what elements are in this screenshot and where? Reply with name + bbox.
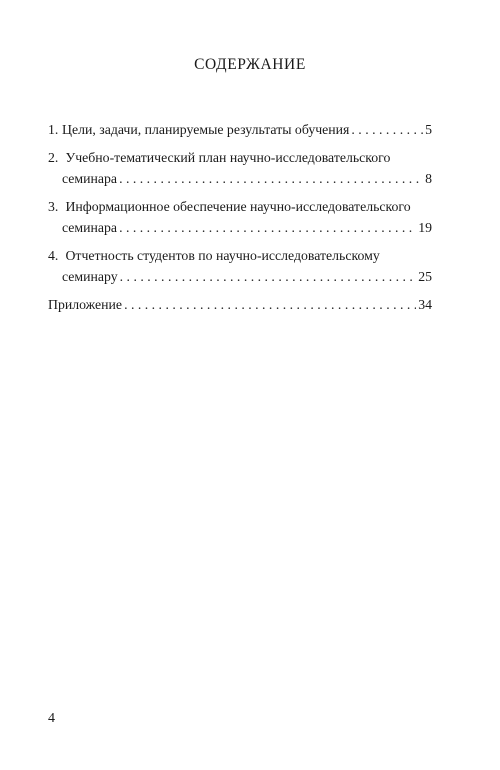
toc-entry-number: 1. [48,122,59,137]
toc-entry-appendix [48,294,432,315]
toc-entry-title-continued: семинару [62,269,118,284]
toc-entry-page: 19 [418,220,432,235]
page-number: 4 [48,711,55,726]
dot-leader [120,266,417,287]
toc-entry-number: 4. [48,248,59,263]
toc-entry-title: Информационное обеспечение научно-исследовательского [65,199,411,214]
toc-entry-page: 8 [425,171,432,186]
toc-entry-title: Отчетность студентов по научно-исследовательскому [65,248,380,263]
toc-entry-number: 2. [48,150,59,165]
toc-entry-4 [48,245,432,287]
toc-entry-3 [48,196,432,238]
toc-entry-title: Приложение [48,297,123,312]
dot-leader [119,168,423,189]
table-of-contents [48,119,432,322]
dot-leader [351,119,423,140]
toc-entry-title: Цели, задачи, планируемые результаты обучения [62,122,350,137]
dot-leader [119,217,416,238]
toc-entry-title: Учебно-тематический план научно-исследовательского [65,150,391,165]
toc-entry-2 [48,147,432,189]
toc-entry-page: 5 [425,122,432,137]
toc-entry-page: 25 [418,269,432,284]
page-title: СОДЕРЖАНИЕ [194,56,306,73]
toc-entry-1 [48,119,432,140]
toc-entry-page: 34 [418,297,432,312]
toc-entry-number: 3. [48,199,59,214]
toc-entry-title-continued: семинара [62,220,118,235]
dot-leader [124,294,416,315]
toc-entry-title-continued: семинара [62,171,118,186]
